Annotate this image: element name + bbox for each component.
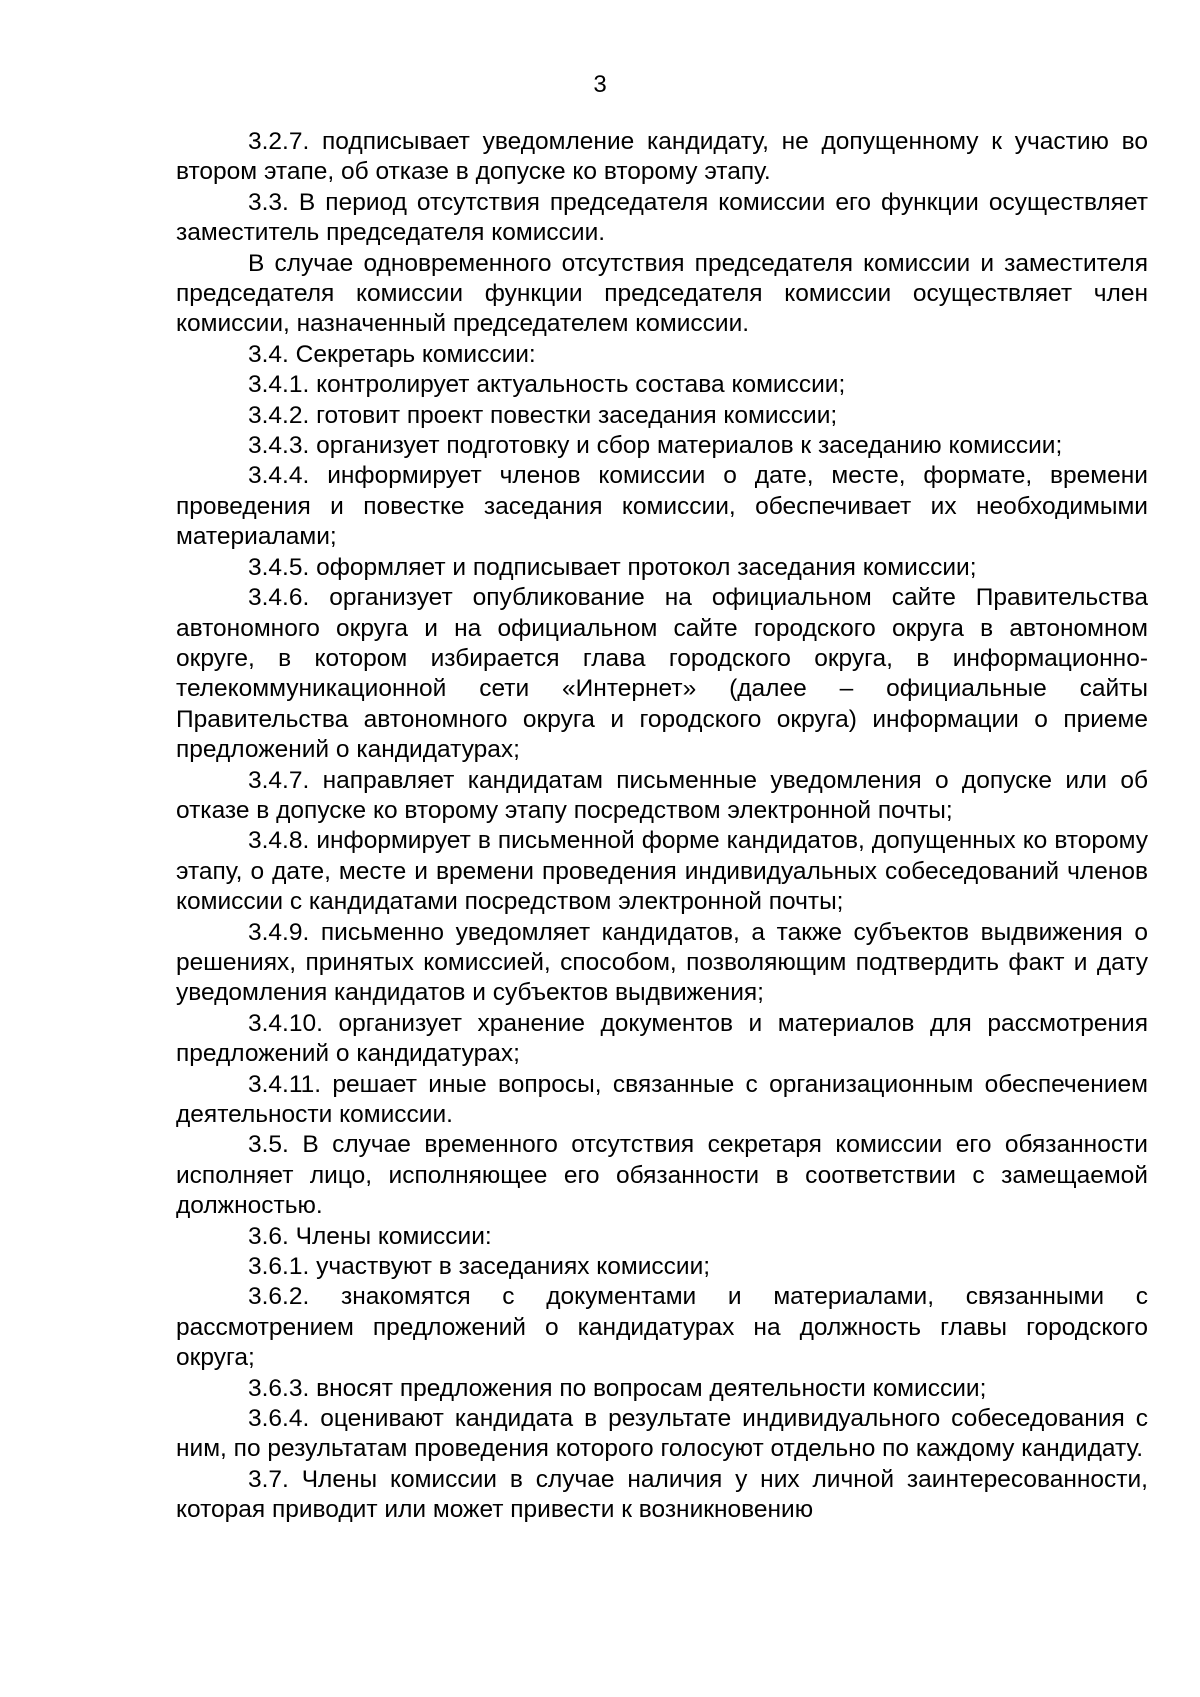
paragraph-3-4-1: 3.4.1. контролирует актуальность состава комиссии; [248,371,846,399]
paragraph-3-4-2: 3.4.2. готовит проект повестки заседания комиссии; [248,401,838,429]
paragraph-3-6-3: 3.6.3. вносят предложения по вопросам деятельности комиссии; [248,1374,987,1402]
paragraph-3-6-2: 3.6.2. знакомятся с документами и материалами, связанными с рассмотрением предложений о кандидатурах на должность главы городского округа; [176,1283,1148,1372]
paragraph-3-7: 3.7. Члены комиссии в случае наличия у них личной заинтересованности, которая приводит или может привести к возникновению [176,1465,1148,1524]
paragraph-3-6: 3.6. Члены комиссии: [248,1222,492,1250]
paragraph-3-6-4: 3.6.4. оценивают кандидата в результате индивидуального собеседования с ним, по результатам проведения которого голосуют отдельно по каждому кандидату. [176,1405,1148,1463]
paragraph-3-3: 3.3. В период отсутствия председателя комиссии его функции осуществляет заместитель председателя комиссии. [176,188,1148,247]
paragraph-3-3-continued: В случае одновременного отсутствия председателя комиссии и заместителя председателя комиссии функции председателя комиссии осуществляет член комиссии, назначенный председателем комиссии. [176,249,1148,338]
paragraph-3-4-6: 3.4.6. организует опубликование на официальном сайте Правительства автономного округа и на официальном сайте городского округа в автономном округе, в котором избирается глава городского округа, в информационно-телекоммуникационной сети «Интернет» (далее – официальные сайты Правительства автономного округа и городского округа) информации о приеме предложений о кандидатурах; [176,584,1148,764]
paragraph-3-4-3: 3.4.3. организует подготовку и сбор материалов к заседанию комиссии; [248,432,1063,460]
paragraph-3-4-5: 3.4.5. оформляет и подписывает протокол заседания комиссии; [248,553,977,581]
page-number: 3 [593,71,607,98]
paragraph-3-4-10: 3.4.10. организует хранение документов и материалов для рассмотрения предложений о кандидатурах; [176,1009,1148,1068]
paragraph-3-4-7: 3.4.7. направляет кандидатам письменные уведомления о допуске или об отказе в допуске ко второму этапу посредством электронной почты; [176,766,1148,824]
paragraph-3-4-4: 3.4.4. информирует членов комиссии о дате, месте, формате, времени проведения и повестке заседания комиссии, обеспечивает их необходимыми материалами; [176,462,1148,551]
paragraph-3-4-9: 3.4.9. письменно уведомляет кандидатов, а также субъектов выдвижения о решениях, принятых комиссией, способом, позволяющим подтвердить факт и дату уведомления кандидатов и субъектов выдвижения; [176,918,1148,1007]
paragraph-3-6-1: 3.6.1. участвуют в заседаниях комиссии; [248,1253,711,1281]
paragraph-3-2-7: 3.2.7. подписывает уведомление кандидату, не допущенному к участию во втором этапе, об отказе в допуске ко второму этапу. [176,128,1148,186]
paragraph-3-4-11: 3.4.11. решает иные вопросы, связанные с организационным обеспечением деятельности комиссии. [176,1070,1148,1128]
document-body [176,127,1148,1526]
paragraph-3-4-8: 3.4.8. информирует в письменной форме кандидатов, допущенных ко второму этапу, о дате, месте и времени проведения индивидуальных собеседований членов комиссии с кандидатами посредством электронной почты; [176,827,1148,916]
paragraph-3-5: 3.5. В случае временного отсутствия секретаря комиссии его обязанности исполняет лицо, исполняющее его обязанности в соответствии с замещаемой должностью. [176,1131,1148,1220]
paragraph-3-4: 3.4. Секретарь комиссии: [248,340,536,368]
